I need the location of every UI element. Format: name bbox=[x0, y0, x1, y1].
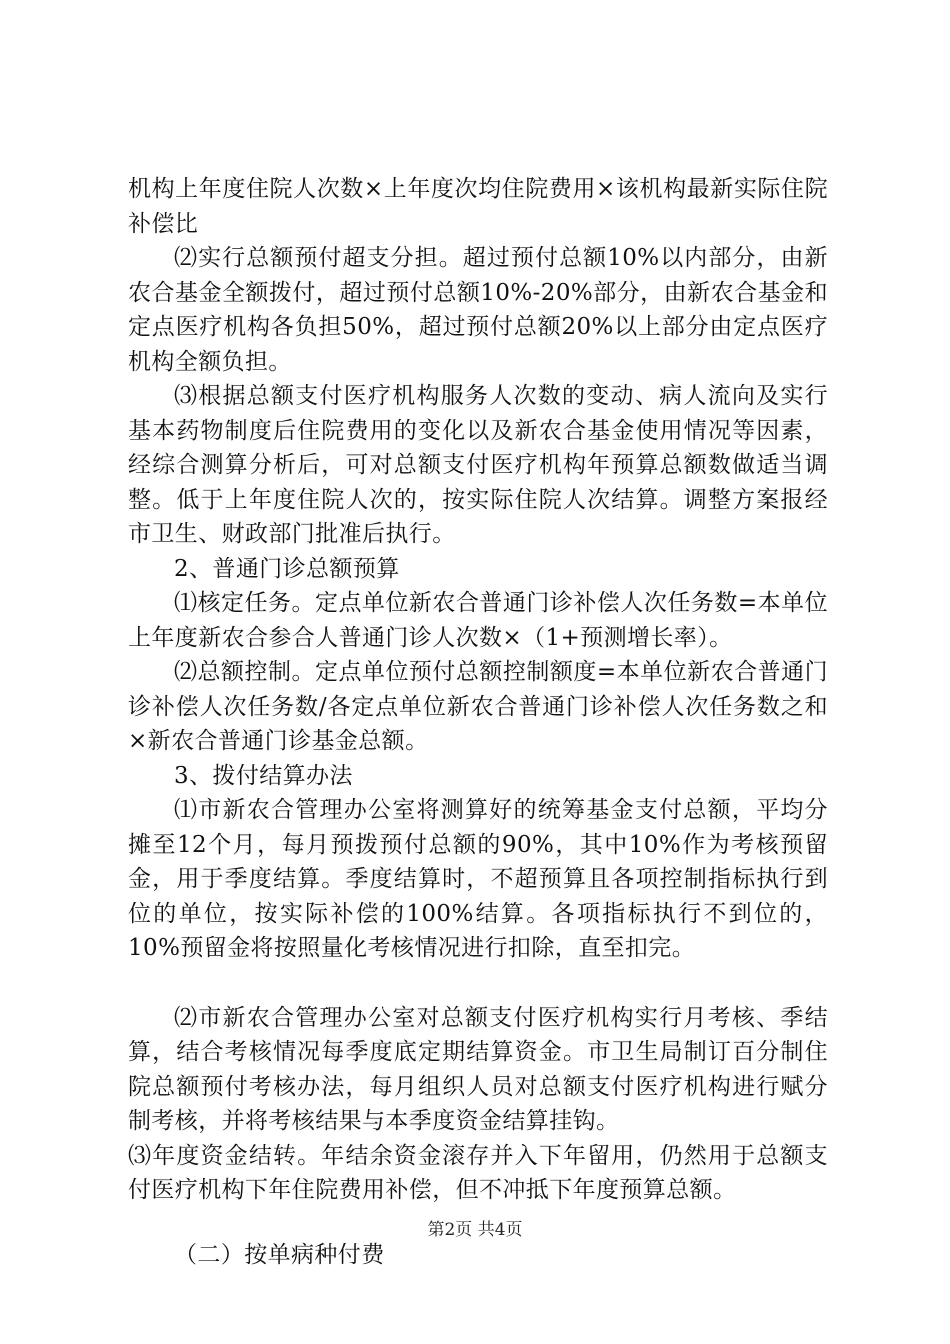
paragraph-monthly-assessment: ⑵市新农合管理办公室对总额支付医疗机构实行月考核、季结算，结合考核情况每季度底定期结算资金。市卫生局制订百分制住院总额预付考核办法，每月组织人员对总额支付医疗机构进行赋分制考核，并将考核结果与本季度资金结算挂钩。 bbox=[128, 1004, 828, 1134]
paragraph-verify-tasks: ⑴核定任务。定点单位新农合普通门诊补偿人次任务数=本单位上年度新农合参合人普通门诊人次数×（1+预测增长率）。 bbox=[128, 590, 828, 651]
paragraph-overspend-sharing: ⑵实行总额预付超支分担。超过预付总额10%以内部分，由新农合基金全额拨付，超过预付总额10%-20%部分，由新农合基金和定点医疗机构各负担50%，超过预付总额20%以上部分由定点医疗机构全额负担。 bbox=[128, 245, 828, 375]
heading-single-disease-payment: （二）按单病种付费 bbox=[174, 1241, 385, 1268]
page-footer: 第2页 共4页 bbox=[427, 1220, 523, 1240]
paragraph-total-control: ⑵总额控制。定点单位预付总额控制额度=本单位新农合普通门诊补偿人次任务数/各定点单位新农合普通门诊补偿人次任务数之和×新农合普通门诊基金总额。 bbox=[128, 659, 828, 754]
paragraph-annual-carryover: ⑶年度资金结转。年结余资金滚存并入下年留用，仍然用于总额支付医疗机构下年住院费用补偿，但不冲抵下年度预算总额。 bbox=[128, 1142, 828, 1203]
document-body bbox=[128, 172, 828, 1272]
paragraph-formula-continuation: 机构上年度住院人次数×上年度次均住院费用×该机构最新实际住院补偿比 bbox=[128, 176, 828, 237]
heading-settlement-method: 3、拨付结算办法 bbox=[174, 762, 353, 789]
paragraph-budget-adjustment: ⑶根据总额支付医疗机构服务人次数的变动、病人流向及实行基本药物制度后住院费用的变化以及新农合基金使用情况等因素，经综合测算分析后，可对总额支付医疗机构年预算总额数做适当调整。低于上年度住院人次的，按实际住院人次结算。调整方案报经市卫生、财政部门批准后执行。 bbox=[128, 383, 828, 547]
heading-outpatient-budget: 2、普通门诊总额预算 bbox=[174, 555, 400, 582]
paragraph-monthly-prepayment: ⑴市新农合管理办公室将测算好的统筹基金支付总额，平均分摊至12个月，每月预拨预付总额的90%，其中10%作为考核预留金，用于季度结算。季度结算时，不超预算且各项控制指标执行到位的单位，按实际补偿的100%结算。各项指标执行不到位的，10%预留金将按照量化考核情况进行扣除，直至扣完。 bbox=[128, 797, 828, 961]
